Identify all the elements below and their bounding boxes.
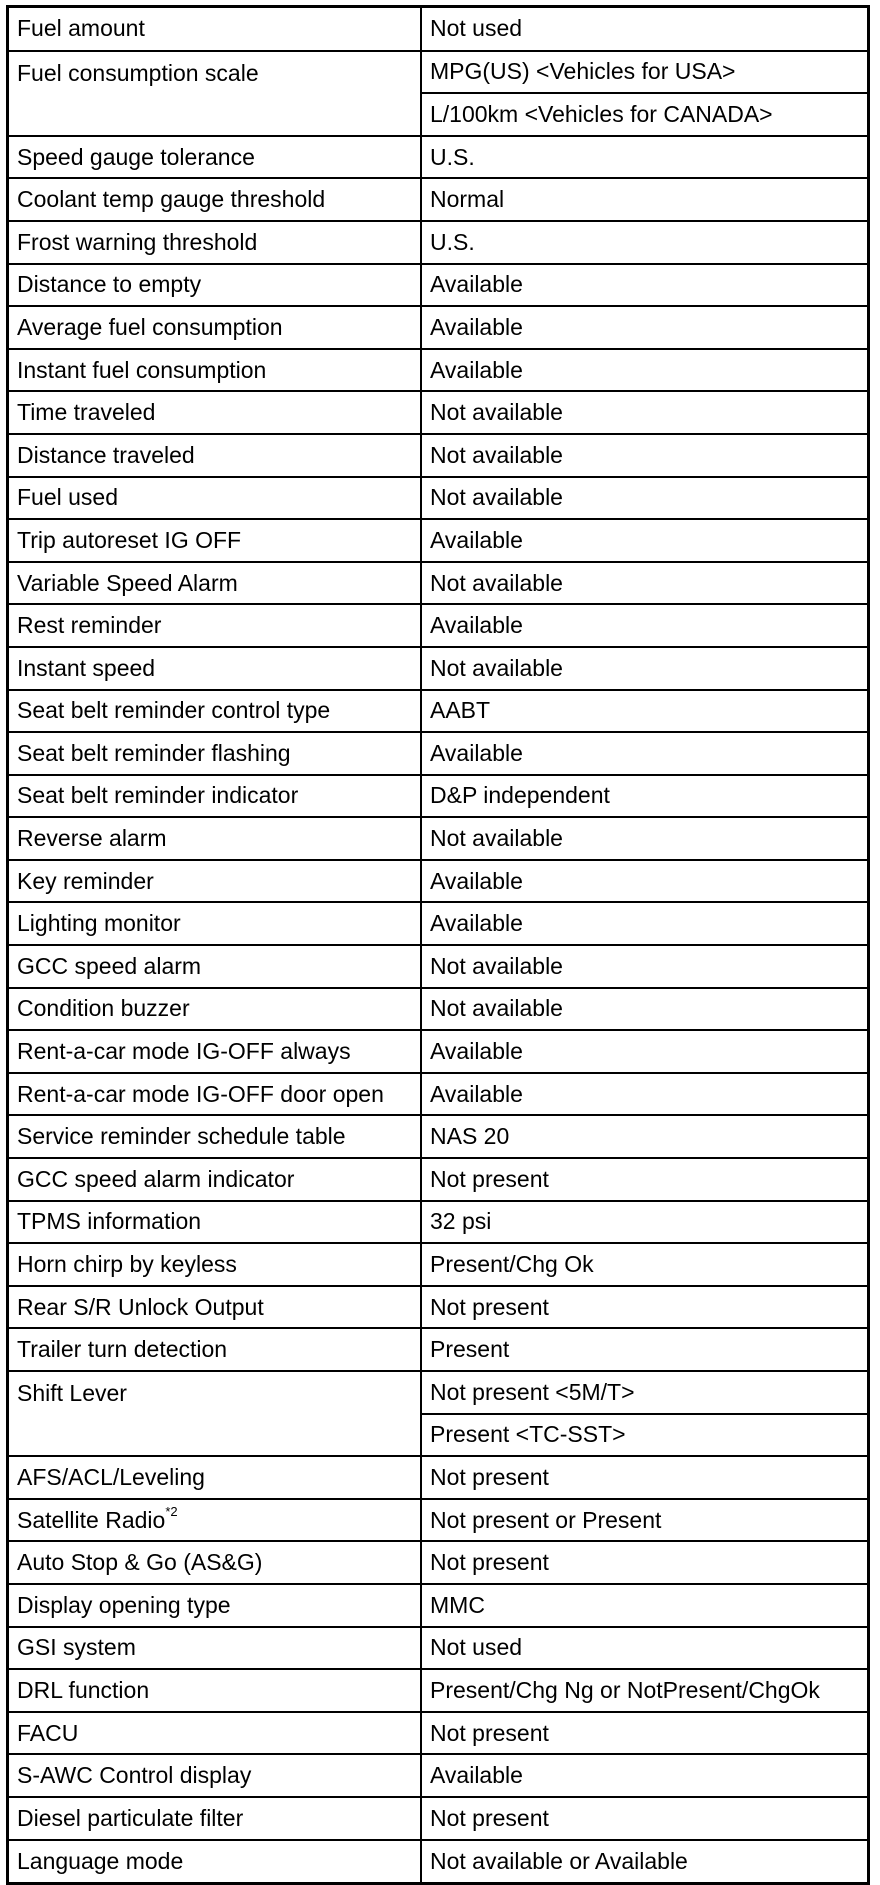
item-cell	[9, 1328, 421, 1371]
item-cell	[9, 391, 421, 434]
item-cell	[9, 690, 421, 733]
item-label: Satellite Radio	[17, 1506, 166, 1533]
table-row	[9, 1115, 867, 1158]
item-cell	[9, 1669, 421, 1712]
table-row	[9, 1541, 867, 1584]
item-label: Display opening type	[17, 1591, 231, 1618]
value-cell: Not present	[421, 1158, 867, 1201]
value-cell: Not available	[421, 434, 867, 477]
table-row	[9, 860, 867, 903]
table-row	[9, 1712, 867, 1755]
item-label: Language mode	[17, 1847, 184, 1874]
table-row	[9, 1286, 867, 1329]
table-row	[9, 988, 867, 1031]
item-cell	[9, 945, 421, 988]
value-cell: Available	[421, 306, 867, 349]
item-cell	[9, 1158, 421, 1201]
table-row	[9, 264, 867, 307]
item-cell	[9, 1499, 421, 1542]
item-cell	[9, 1115, 421, 1158]
item-cell	[9, 519, 421, 562]
value-cell: Not available	[421, 988, 867, 1031]
item-cell	[9, 1371, 421, 1456]
item-cell	[9, 1541, 421, 1584]
table-row	[9, 51, 867, 94]
item-cell	[9, 1712, 421, 1755]
item-label: Key reminder	[17, 867, 154, 894]
item-cell	[9, 306, 421, 349]
value-cell: Not present	[421, 1712, 867, 1755]
item-cell	[9, 51, 421, 136]
item-cell	[9, 1243, 421, 1286]
value-cell: Not available	[421, 817, 867, 860]
value-cell: D&P independent	[421, 775, 867, 818]
value-cell: Not present	[421, 1797, 867, 1840]
value-cell: Available	[421, 860, 867, 903]
table-row	[9, 1371, 867, 1414]
value-cell: Not present	[421, 1456, 867, 1499]
table-row	[9, 690, 867, 733]
value-cell: U.S.	[421, 221, 867, 264]
table-row	[9, 1754, 867, 1797]
item-cell	[9, 1584, 421, 1627]
table-row	[9, 817, 867, 860]
value-cell: Not used	[421, 8, 867, 51]
table-row	[9, 902, 867, 945]
item-cell	[9, 732, 421, 775]
item-label: Rear S/R Unlock Output	[17, 1293, 264, 1320]
table-row	[9, 8, 867, 51]
table-row	[9, 647, 867, 690]
table-row	[9, 1456, 867, 1499]
item-label: Auto Stop & Go (AS&G)	[17, 1549, 263, 1576]
item-label: Seat belt reminder indicator	[17, 782, 299, 809]
item-label: Shift Lever	[17, 1380, 127, 1406]
table-row	[9, 1073, 867, 1116]
table-row	[9, 732, 867, 775]
item-cell	[9, 136, 421, 179]
item-cell	[9, 902, 421, 945]
table-row	[9, 1584, 867, 1627]
value-cell: Present <TC-SST>	[421, 1414, 867, 1457]
item-label: Seat belt reminder flashing	[17, 739, 291, 766]
table-row	[9, 1328, 867, 1371]
item-label: Service reminder schedule table	[17, 1123, 346, 1150]
item-cell	[9, 562, 421, 605]
value-cell: Not present	[421, 1541, 867, 1584]
value-cell: Available	[421, 1030, 867, 1073]
item-label: GCC speed alarm indicator	[17, 1165, 295, 1192]
value-cell: AABT	[421, 690, 867, 733]
item-label: Rent-a-car mode IG-OFF door open	[17, 1080, 384, 1107]
value-cell: Not present	[421, 1286, 867, 1329]
item-cell	[9, 221, 421, 264]
item-label: Distance traveled	[17, 441, 195, 468]
item-cell	[9, 988, 421, 1031]
value-cell: Not present <5M/T>	[421, 1371, 867, 1414]
table-row	[9, 221, 867, 264]
table-row	[9, 1158, 867, 1201]
item-label: Coolant temp gauge threshold	[17, 186, 326, 213]
value-cell: Not used	[421, 1627, 867, 1670]
item-label: AFS/ACL/Leveling	[17, 1463, 205, 1490]
item-label: Rest reminder	[17, 612, 162, 639]
item-label: GSI system	[17, 1634, 136, 1661]
table-row	[9, 1669, 867, 1712]
item-label: Distance to empty	[17, 271, 202, 298]
table-row	[9, 1840, 867, 1883]
value-cell: Available	[421, 264, 867, 307]
item-label: Instant fuel consumption	[17, 356, 267, 383]
item-label: Fuel used	[17, 484, 119, 511]
item-label: TPMS information	[17, 1208, 202, 1235]
value-cell: NAS 20	[421, 1115, 867, 1158]
item-cell	[9, 1627, 421, 1670]
value-cell: 32 psi	[421, 1201, 867, 1244]
table-row	[9, 1627, 867, 1670]
item-label: Trip autoreset IG OFF	[17, 526, 242, 553]
item-cell	[9, 434, 421, 477]
item-cell	[9, 1840, 421, 1883]
value-cell: MMC	[421, 1584, 867, 1627]
item-cell	[9, 178, 421, 221]
settings-table-frame	[6, 5, 870, 1885]
item-label: DRL function	[17, 1676, 150, 1703]
item-cell	[9, 1030, 421, 1073]
item-cell	[9, 1201, 421, 1244]
table-row	[9, 775, 867, 818]
item-label: FACU	[17, 1719, 79, 1746]
item-cell	[9, 1073, 421, 1116]
value-cell: Not present or Present	[421, 1499, 867, 1542]
item-cell	[9, 1754, 421, 1797]
table-row	[9, 477, 867, 520]
item-label: Diesel particulate filter	[17, 1804, 244, 1831]
item-cell	[9, 604, 421, 647]
table-row	[9, 519, 867, 562]
value-cell: Available	[421, 604, 867, 647]
item-label: Horn chirp by keyless	[17, 1251, 237, 1278]
item-cell	[9, 817, 421, 860]
table-row	[9, 604, 867, 647]
item-cell	[9, 1797, 421, 1840]
value-cell: Not available	[421, 562, 867, 605]
value-cell: Normal	[421, 178, 867, 221]
item-label: Time traveled	[17, 399, 156, 426]
table-row	[9, 1030, 867, 1073]
item-cell	[9, 647, 421, 690]
item-label: Speed gauge tolerance	[17, 143, 255, 170]
value-cell: Available	[421, 902, 867, 945]
item-label: Fuel amount	[17, 15, 145, 42]
item-cell	[9, 775, 421, 818]
table-row	[9, 1797, 867, 1840]
value-cell: Available	[421, 519, 867, 562]
item-cell	[9, 477, 421, 520]
item-cell	[9, 1286, 421, 1329]
value-cell: Not available	[421, 477, 867, 520]
table-row	[9, 1243, 867, 1286]
table-row	[9, 1201, 867, 1244]
value-cell: Available	[421, 349, 867, 392]
table-row	[9, 945, 867, 988]
value-cell: Present	[421, 1328, 867, 1371]
item-label: Frost warning threshold	[17, 228, 258, 255]
item-cell	[9, 264, 421, 307]
table-row	[9, 391, 867, 434]
item-label: Fuel consumption scale	[17, 59, 259, 86]
settings-table	[9, 8, 867, 1882]
item-label: Rent-a-car mode IG-OFF always	[17, 1038, 351, 1065]
value-cell: Not available	[421, 391, 867, 434]
value-cell: Present/Chg Ok	[421, 1243, 867, 1286]
item-label: Seat belt reminder control type	[17, 697, 331, 724]
item-label: Instant speed	[17, 654, 156, 681]
footnote-marker: *2	[165, 1503, 178, 1519]
table-row	[9, 178, 867, 221]
table-row	[9, 434, 867, 477]
value-cell: MPG(US) <Vehicles for USA>	[421, 51, 867, 94]
item-label: GCC speed alarm	[17, 952, 202, 979]
table-row	[9, 1499, 867, 1542]
value-cell: Available	[421, 732, 867, 775]
value-cell: Available	[421, 1754, 867, 1797]
table-row	[9, 562, 867, 605]
value-cell: Not available or Available	[430, 1847, 688, 1874]
value-cell: Not available	[421, 945, 867, 988]
table-row	[9, 349, 867, 392]
table-row	[9, 306, 867, 349]
value-cell: Not available	[421, 647, 867, 690]
item-cell	[9, 349, 421, 392]
item-label: Average fuel consumption	[17, 313, 283, 340]
item-cell	[9, 860, 421, 903]
item-label: Condition buzzer	[17, 995, 190, 1022]
item-label: Lighting monitor	[17, 910, 181, 937]
settings-table-body	[9, 8, 867, 1882]
value-cell: Available	[421, 1073, 867, 1116]
value-cell: U.S.	[421, 136, 867, 179]
item-label: S-AWC Control display	[17, 1762, 252, 1789]
item-cell	[9, 8, 421, 51]
item-label: Trailer turn detection	[17, 1336, 228, 1363]
item-label: Variable Speed Alarm	[17, 569, 238, 596]
item-label: Reverse alarm	[17, 825, 167, 852]
value-cell: Present/Chg Ng or NotPresent/ChgOk	[421, 1669, 867, 1712]
item-cell	[9, 1456, 421, 1499]
value-cell: L/100km <Vehicles for CANADA>	[421, 93, 867, 136]
table-row	[9, 136, 867, 179]
